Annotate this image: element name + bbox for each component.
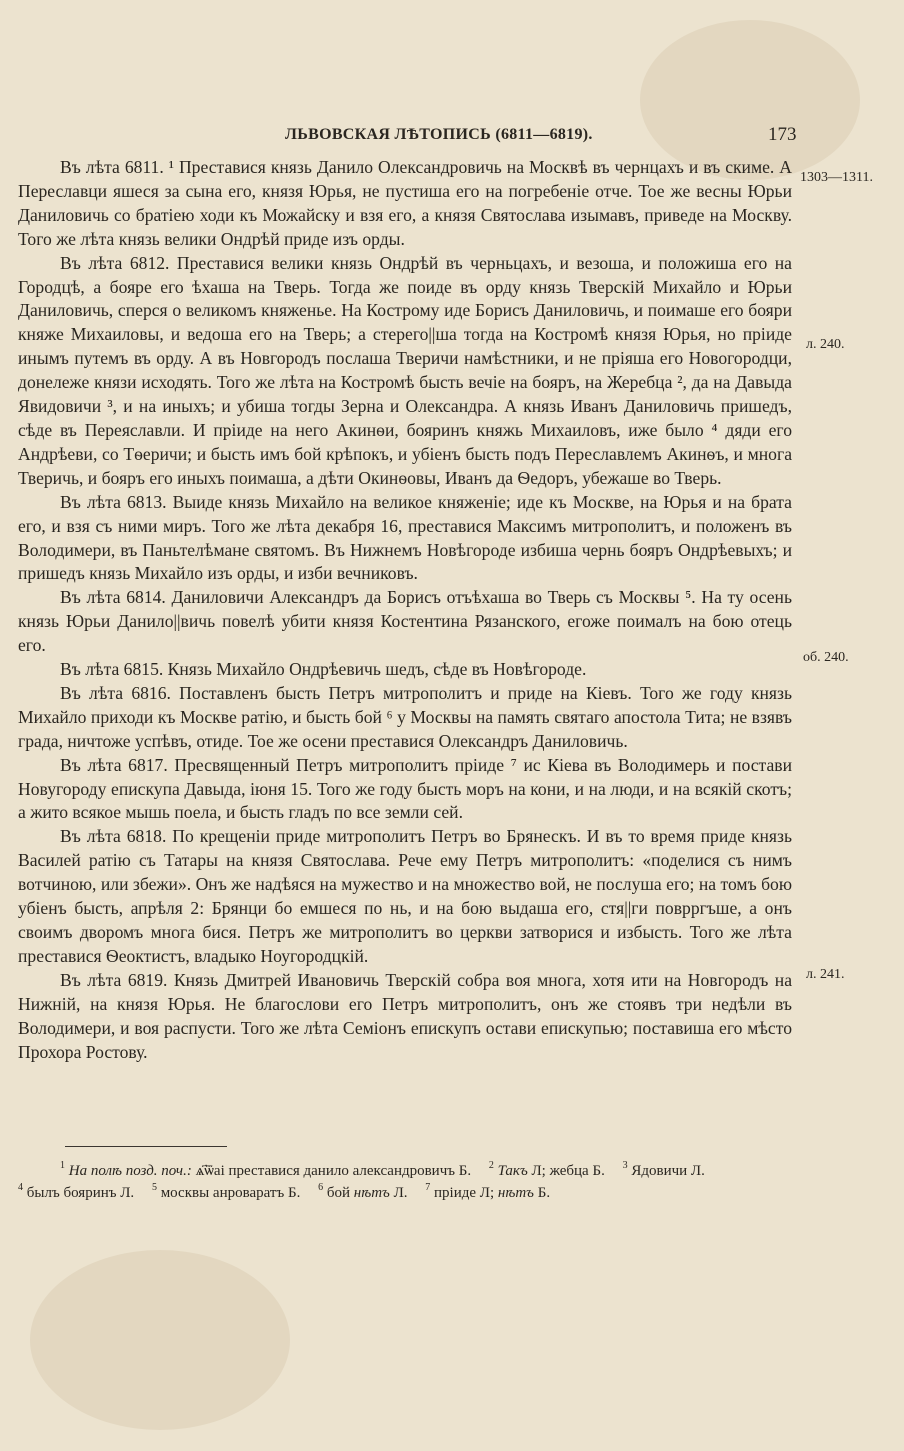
- entry-6816: Въ лѣта 6816. Поставленъ бысть Петръ митрополитъ и приде на Кіевъ. Того же году князь Михайло приходи къ Москве ратію, и бысть бой ⁶ у Москвы на память святаго апостола Тита; не взявъ града, ничтоже успѣвъ, отиде. Тое же осени преставися Олександръ Даниловичь.: [18, 682, 792, 751]
- footnote: $^2$ Такъ Л; жебца Б.: [488, 1160, 605, 1179]
- page-number: 173: [768, 124, 797, 145]
- footnote-line: [18, 1182, 808, 1204]
- footnote-line: [18, 1160, 808, 1182]
- entry-6812: Въ лѣта 6812. Преставися велики князь Ондрѣй въ черньцахъ, и везоша, и положиша его на Городцѣ, а бояре его ѣхаша на Тверь. Тогда же поиде въ орду князь Тверскій Михайло и Юрьи Даниловичь, сперся о великомъ княженье. На Кострому иде Борисъ Даниловичь, и поимаше его бояри княже Михаиловы, и ведоша его на Тверь; а стерего||ша тогда на Костромѣ князя Юрья, но пріиде инымъ путемъ въ орду. А въ Новгородъ послаша Тверичи намѣстники, и не пріяша его Новогородци, донележе князи исходять. Того же лѣта на Костромѣ бысть вечіе на бояръ, на Жеребца ², да на Давыда Явидовичи ³, и на иныхъ; и убиша тогды Зерна и Олександра. А князь Иванъ Даниловичь пришедъ, сѣде въ Переяславли. И пріиде на него Акинѳи, бояринъ княжь Михаиловъ, иже было ⁴ дяди его Андрѣеви, со Тѳеричи; и бысть имъ бой крѣпокъ, и убіенъ бысть подъ Переславлемъ Акинѳъ, и многа Тверичь, и бояръ его иныхъ поимаша, а дѣти Окинѳовы, Иванъ да Ѳедоръ, убежаше во Тверь.: [18, 252, 792, 488]
- entry-6815: Въ лѣта 6815. Князь Михайло Ондрѣевичь шедъ, сѣде въ Новѣгороде.: [60, 659, 587, 680]
- chronicle-text: [18, 156, 792, 1064]
- footnote: $^7$ пріиде Л; нѣтъ Б.: [425, 1182, 551, 1201]
- paper-stain: [30, 1250, 290, 1430]
- footnote: $^6$ бой нѣтъ Л.: [318, 1182, 408, 1201]
- margin-note-folio-241: л. 241.: [806, 967, 845, 982]
- footnote: $^1$ На полѣ позд. поч.: ѧ҃ѿаі преставися данило александровичъ Б.: [60, 1160, 472, 1179]
- entry-6811: Въ лѣта 6811. ¹ Преставися князь Данило Олександровичь на Москвѣ въ чернцахъ и въ скиме. А Переславци яшеся за сына его, князя Юрья, не пустиша его на погребеніе отче. Тое же весны Юрьи Даниловичь со братіею ходи къ Можайску и взя его, а князя Святослава изымавъ, приведе на Москву. Того же лѣта князь велики Ондрѣй приде изъ орды.: [18, 157, 792, 249]
- entry-6819: Въ лѣта 6819. Князь Дмитрей Ивановичь Тверскій собра воя многа, хотя ити на Новгородъ на Нижній, на князя Юрья. Не благослови его Петръ митрополитъ, онъ же стоявъ три недѣли въ Володимери, и воя распусти. Того же лѣта Семіонъ епискупъ остави епискупью; поставиша его мѣсто Прохора Ростову.: [18, 969, 792, 1062]
- page-header: [0, 124, 904, 148]
- footnote-rule: [65, 1146, 227, 1147]
- running-title: ЛЬВОВСКАЯ ЛѢТОПИСЬ (6811—6819).: [285, 126, 593, 143]
- margin-note-years: 1303—1311.: [800, 170, 873, 185]
- footnote: $^3$ Ядовичи Л.: [622, 1160, 705, 1179]
- footnotes: [18, 1160, 808, 1204]
- entry-6818: Въ лѣта 6818. По крещеніи приде митрополитъ Петръ во Брянескъ. И въ то время приде князь Василей ратію съ Татары на князя Святослава. Рече ему Петръ митрополитъ: «поделися съ нимъ вотчиною, или збежи». Онъ же надѣяся на мужество и на множество вой, не послуша его; на томъ бою убіенъ бысть, апрѣля 2: Брянци бо емшеся по нь, и на бою выдаша его, стя||ги поврргъше, а онъ своимъ дворомъ многа бися. Петръ же митрополитъ во церкви затворися и избысть. Того же лѣта преставися Ѳеоктистъ, владыко Ноугородцкій.: [18, 826, 792, 966]
- footnote: $^4$ былъ бояринъ Л.: [18, 1182, 135, 1201]
- margin-note-folio-240: л. 240.: [806, 337, 845, 352]
- entry-6814: Въ лѣта 6814. Даниловичи Александръ да Борисъ отъѣхаша во Тверь съ Москвы ⁵. На ту осень князь Юрьи Данило||вичь повелѣ убити князя Костентина Рязанского, егоже поималъ на бою отець его.: [18, 587, 792, 656]
- entry-6817: Въ лѣта 6817. Пресвященный Петръ митрополитъ пріиде ⁷ ис Кіева въ Володимерь и постави Новугороду епискупа Давыда, іюня 15. Того же году бысть моръ на кони, и на люди, и на всякій скотъ; а жито всякое мышь поела, и бысть гладъ по все земли сей.: [18, 754, 792, 823]
- entry-6813: Въ лѣта 6813. Выиде князь Михайло на великое княженіе; иде къ Москве, на Юрья и на брата его, и взя съ ними миръ. Того же лѣта декабря 16, преставися Максимъ митрополитъ, и положенъ въ Володимери, въ Паньтелѣмане святомъ. Въ Нижнемъ Новѣгороде избиша чернь бояръ Ондрѣевыхъ; и пришедъ князь Михайло изъ орды, и изби вечниковъ.: [18, 491, 792, 584]
- margin-note-folio-240-verso: об. 240.: [803, 650, 849, 665]
- footnote: $^5$ москвы анроваратъ Б.: [151, 1182, 301, 1201]
